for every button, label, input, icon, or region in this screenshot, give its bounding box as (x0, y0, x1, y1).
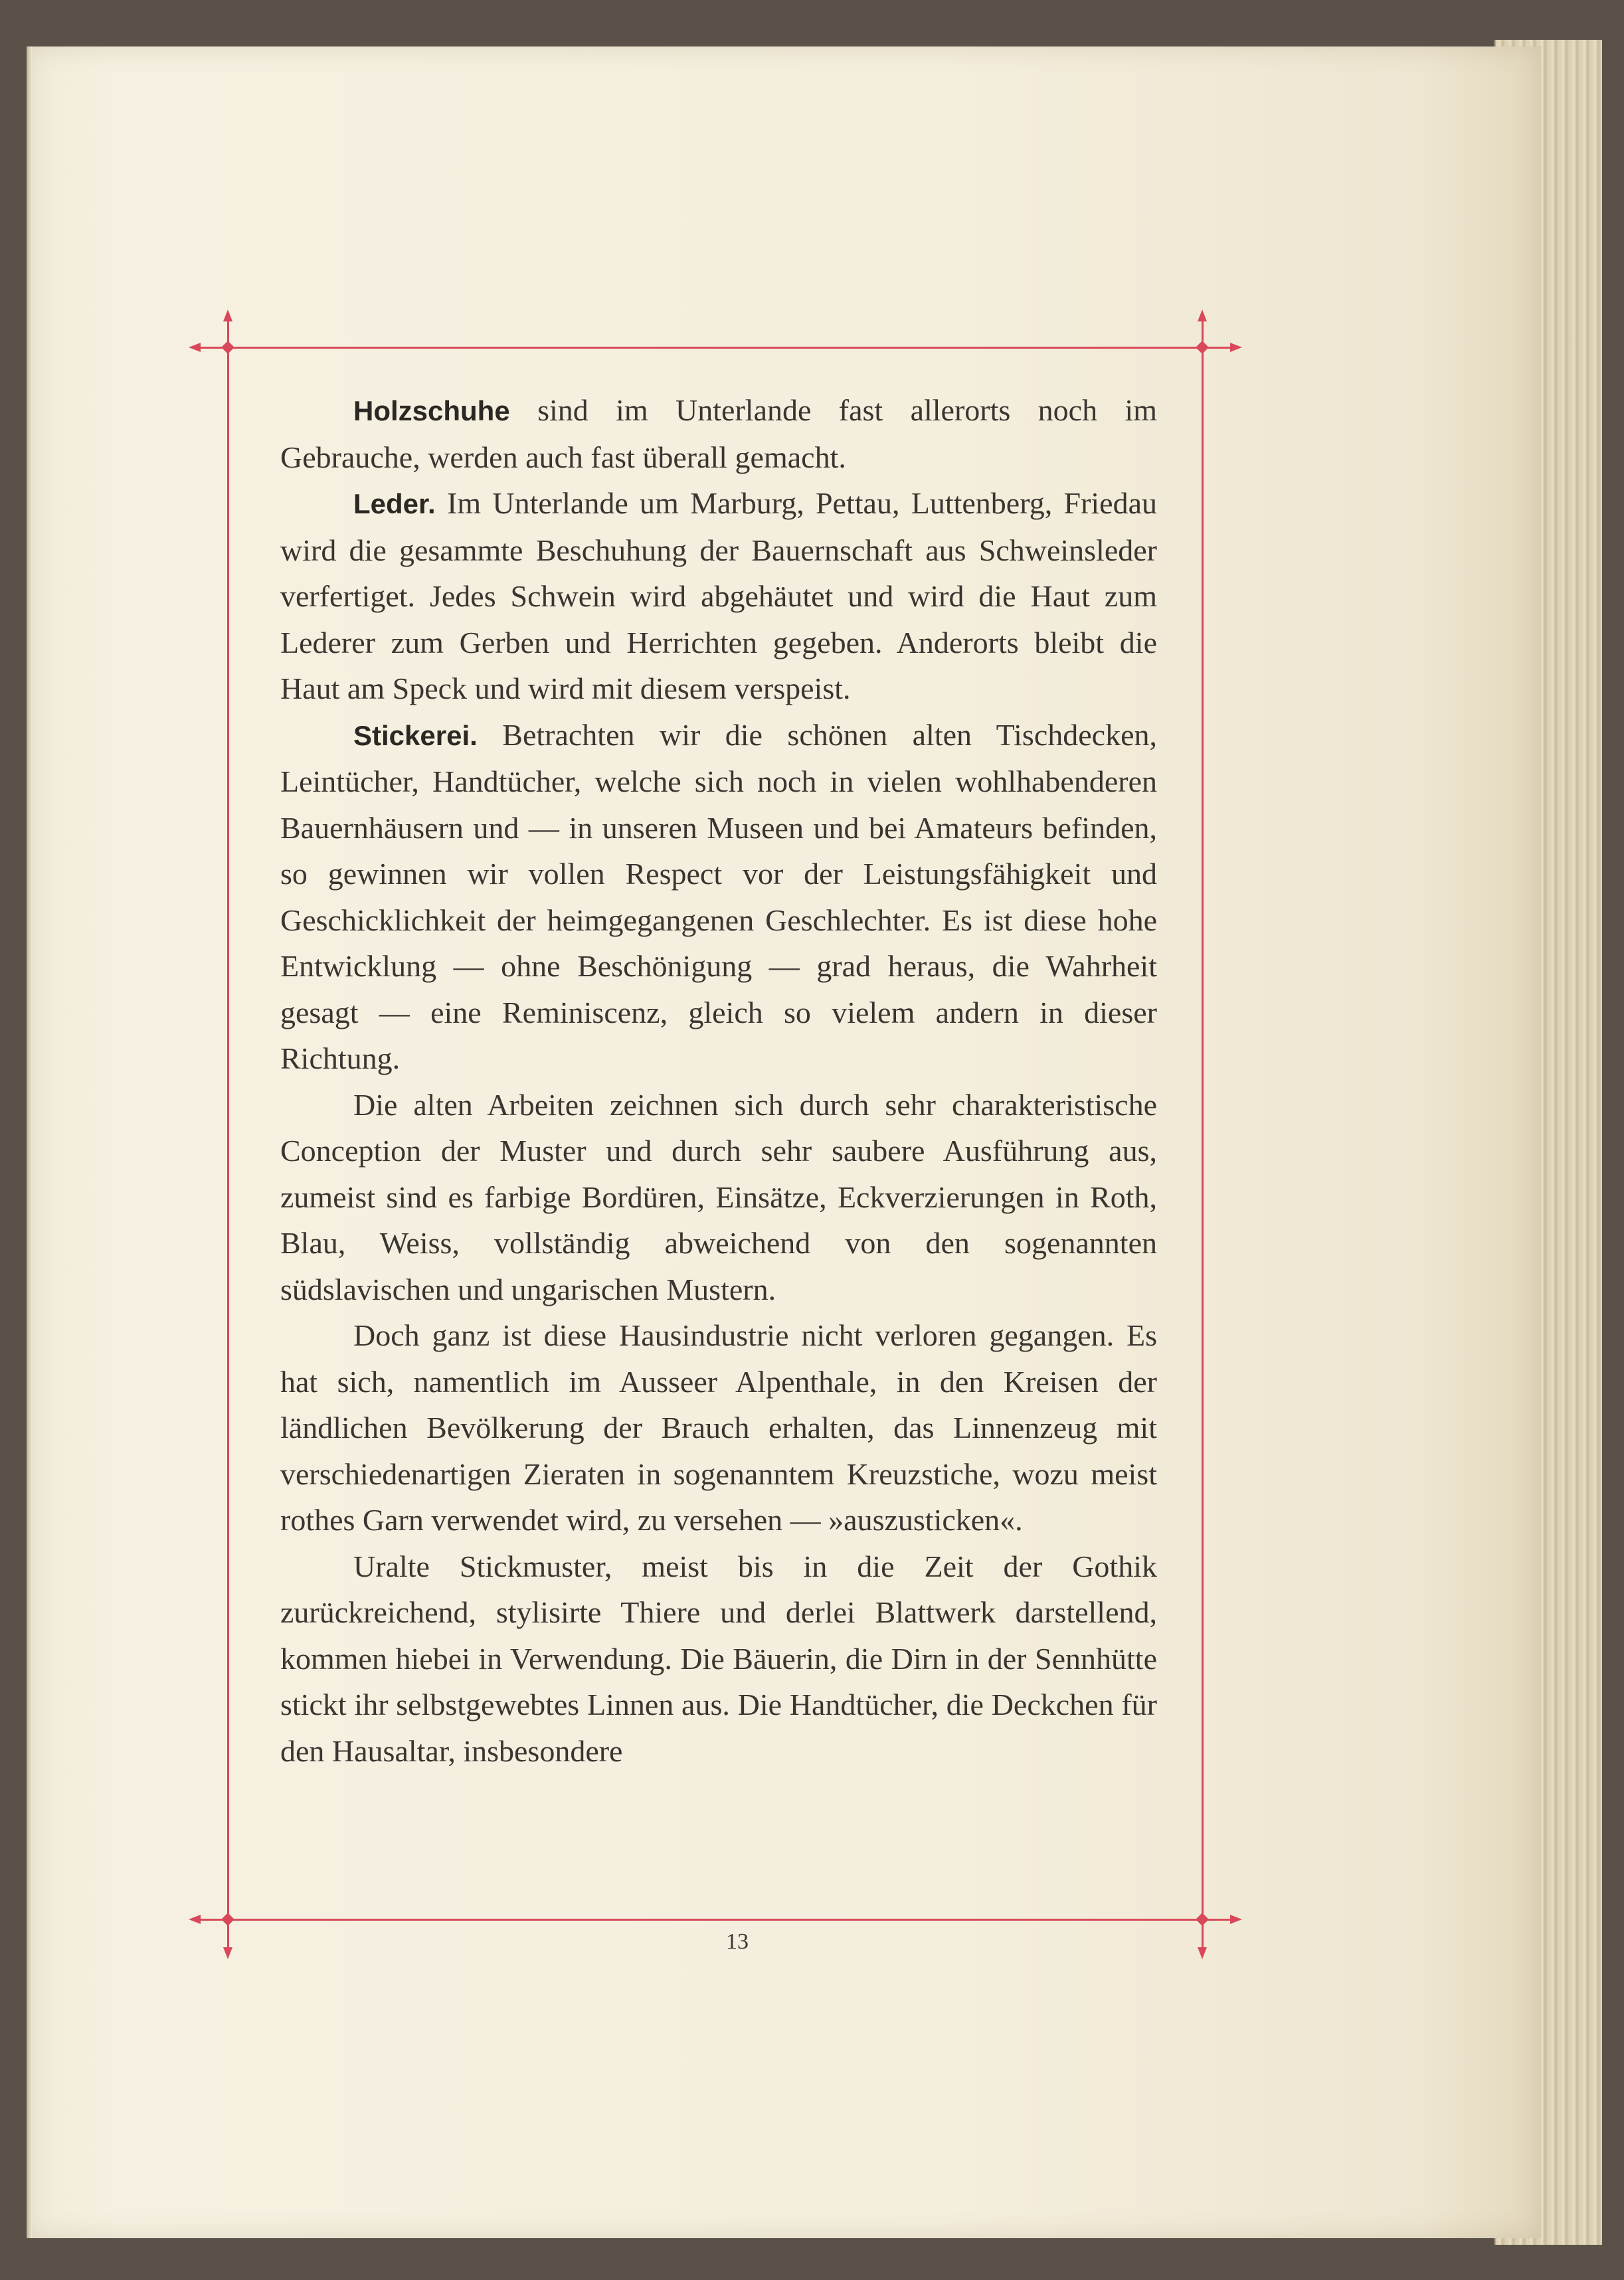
arrow-up-icon (1198, 309, 1207, 321)
paragraph-heading: Leder. (353, 488, 436, 519)
paragraph-hausindustrie (280, 1312, 1157, 1543)
arrow-up-icon (223, 309, 232, 321)
arrow-left-icon (189, 343, 201, 352)
paragraph-text: sind im Unterlande fast allerorts noch im Gebrauche, werden auch fast überall gemacht. (280, 393, 1157, 474)
paragraph-text: Die alten Arbeiten zeichnen sich durch sehr charakteristische Conception der Muster und durch sehr saubere Ausführung aus, zumeist sind es farbige Bordüren, Einsätze, Eckverzierungen in Roth, Blau, Weiss, vollständig abweichend von den sogenannten südslavischen und ungarischen Mustern. (280, 1087, 1157, 1306)
paragraph-alte-arbeiten (280, 1082, 1157, 1313)
paragraph-heading: Holzschuhe (353, 395, 510, 426)
arrow-down-icon (223, 1947, 232, 1959)
paragraph-heading: Stickerei. (353, 719, 478, 751)
arrow-down-icon (1198, 1947, 1207, 1959)
paragraph-text: Uralte Stickmuster, meist bis in die Zeit der Gothik zurückreichend, stylisirte Thiere und derlei Blattwerk darstellend, kommen hiebei in Verwendung. Die Bäuerin, die Dirn in der Sennhütte stickt ihr selbstgewebtes Linnen aus. Die Handtücher, die Deckchen für den Hausaltar, insbesondere (280, 1549, 1157, 1768)
body-text (280, 387, 1157, 1774)
paragraph-text: Im Unterlande um Marburg, Pettau, Luttenberg, Friedau wird die gesammte Beschuhung der Bauernschaft aus Schweinsleder verfertiget. Jedes Schwein wird abgehäutet und wird die Haut zum Lederer zum Gerben und Herrichten gegeben. Anderorts bleibt die Haut am Speck und wird mit diesem verspeist. (280, 486, 1157, 705)
paragraph-text: Doch ganz ist diese Hausindustrie nicht verloren gegangen. Es hat sich, namentlich im Ausseer Alpenthale, in den Kreisen der ländlichen Bevölkerung der Brauch erhalten, das Linnenzeug mit verschiedenartigen Zieraten in sogenanntem Kreuzstiche, wozu meist rothes Garn verwendet wird, zu versehen — »auszusticken«. (280, 1318, 1157, 1537)
arrow-right-icon (1230, 1915, 1242, 1924)
arrow-left-icon (189, 1915, 201, 1924)
page-number: 13 (726, 1929, 749, 1954)
paragraph-text: Betrachten wir die schönen alten Tischdecken, Leintücher, Handtücher, welche sich noch in vielen wohlhabenderen Bauernhäusern und — in unseren Museen und bei Amateurs befinden, so gewinnen wir vollen Respect vor der Leistungsfähigkeit und Geschicklichkeit der heimgegangenen Geschlechter. Es ist diese hohe Entwicklung — ohne Beschönigung — grad heraus, die Wahrheit gesagt — eine Reminiscenz, gleich so vielem andern in dieser Richtung. (280, 717, 1157, 1075)
paragraph-holzschuhe (280, 387, 1157, 480)
paragraph-leder (280, 480, 1157, 712)
paragraph-stickerei (280, 712, 1157, 1082)
arrow-right-icon (1230, 343, 1242, 352)
gutter-shadow (27, 46, 32, 2238)
paragraph-stickmuster (280, 1543, 1157, 1775)
